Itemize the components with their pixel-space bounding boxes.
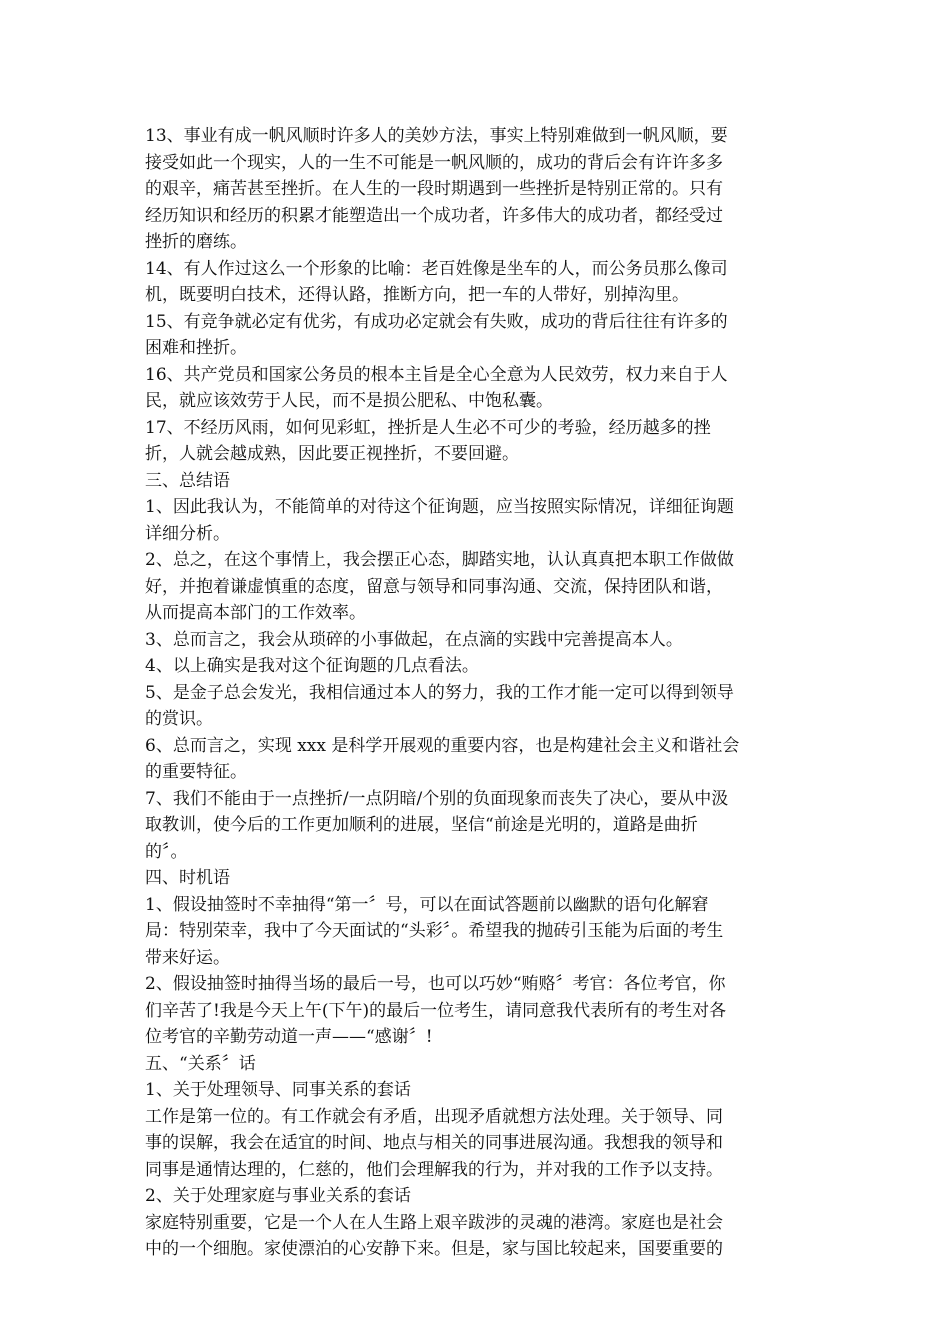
summary-item-5: 5、是金子总会发光，我相信通过本人的努力，我的工作才能一定可以得到领导 的赏识。	[145, 682, 734, 729]
paragraph-item-14: 14、有人作过这么一个形象的比喻：老百姓像是坐车的人，而公务员那么像司 机，既要明白技术，还得认路，推断方向，把一车的人带好，别掉沟里。	[145, 258, 728, 305]
summary-item-2: 2、总之，在这个事情上，我会摆正心态，脚踏实地，认认真真把本职工作做做 好，并抱着谦虚慎重的态度，留意与领导和同事沟通、交流，保持团队和谐， 从而提高本部门的工作效率。	[145, 550, 734, 623]
timing-item-2: 2、假设抽签时抽得当场的最后一号，也可以巧妙“贿赂〞考官：各位考官，你 们辛苦了!我是今天上午(下午)的最后一位考生，请同意我代表所有的考生对各 位考官的辛勤劳动道一声——“感谢〞!	[145, 974, 727, 1047]
summary-item-1: 1、因此我认为，不能简单的对待这个征询题，应当按照实际情况，详细征询题 详细分析。	[145, 497, 734, 544]
section-heading-summary: 三、总结语	[145, 470, 230, 491]
relations-subheading-2: 2、关于处理家庭与事业关系的套话	[145, 1186, 411, 1206]
relations-subheading-1: 1、关于处理领导、同事关系的套话	[145, 1080, 411, 1100]
section-heading-relations: 五、“关系〞话	[145, 1053, 256, 1074]
document-page	[145, 123, 809, 1263]
timing-item-1: 1、假设抽签时不幸抽得“第一〞号，可以在面试答题前以幽默的语句化解窘 局：特别荣幸，我中了今天面试的“头彩〞。希望我的抛砖引玉能为后面的考生 带来好运。	[145, 894, 724, 968]
paragraph-item-16: 16、共产党员和国家公务员的根本主旨是全心全意为人民效劳，权力来自于人 民，就应该效劳于人民，而不是损公肥私、中饱私囊。	[145, 364, 728, 411]
summary-item-4: 4、以上确实是我对这个征询题的几点看法。	[145, 656, 479, 676]
summary-item-6: 6、总而言之，实现 xxx 是科学开展观的重要内容，也是构建社会主义和谐社会 的重要特征。	[145, 735, 740, 782]
paragraph-item-13: 13、事业有成一帆风顺时许多人的美妙方法，事实上特别难做到一帆风顺，要 接受如此一个现实，人的一生不可能是一帆风顺的，成功的背后会有许许多多 的艰辛，痛苦甚至挫折。在人生的一段时期遇到一些挫折是特别正常的。只有 经历知识和经历的积累才能塑造出一个成功者，许多伟大的成功者，都经受过 挫折的磨练。	[145, 126, 728, 252]
summary-item-7: 7、我们不能由于一点挫折/一点阴暗/个别的负面现象而丧失了决心，要从中汲 取教训，使今后的工作更加顺利的进展，坚信“前途是光明的，道路是曲折 的〞。	[145, 788, 729, 862]
relations-body-1: 工作是第一位的。有工作就会有矛盾，出现矛盾就想方法处理。关于领导、同 事的误解，我会在适宜的时间、地点与相关的同事进展沟通。我想我的领导和 同事是通情达理的，仁慈的，他们会理解我的行为，并对我的工作予以支持。	[145, 1106, 723, 1180]
relations-body-2: 家庭特别重要，它是一个人在人生路上艰辛跋涉的灵魂的港湾。家庭也是社会 中的一个细胞。家使漂泊的心安静下来。但是，家与国比较起来，国要重要的	[145, 1212, 723, 1259]
section-heading-timing: 四、时机语	[145, 868, 230, 888]
summary-item-3: 3、总而言之，我会从琐碎的小事做起，在点滴的实践中完善提高本人。	[145, 629, 683, 650]
paragraph-item-15: 15、有竞争就必定有优劣，有成功必定就会有失败，成功的背后往往有许多的 困难和挫折。	[145, 311, 728, 358]
paragraph-item-17: 17、不经历风雨，如何见彩虹，挫折是人生必不可少的考验，经历越多的挫 折，人就会越成熟，因此要正视挫折，不要回避。	[145, 417, 711, 464]
